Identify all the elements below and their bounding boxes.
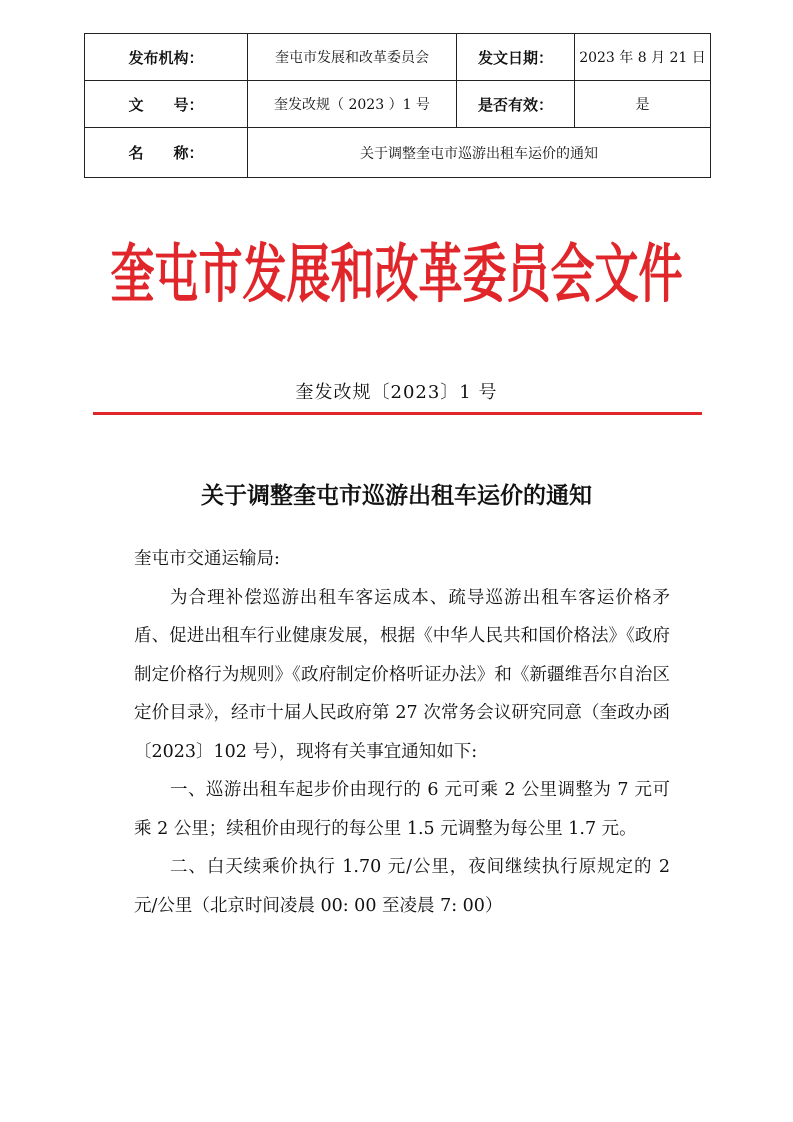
issuer-label: 发布机构：	[85, 34, 248, 81]
red-divider-line	[93, 412, 702, 415]
date-label: 发文日期：	[457, 34, 575, 81]
body-paragraph: 一、巡游出租车起步价由现行的 6 元可乘 2 公里调整为 7 元可乘 2 公里；续租价由现行的每公里 1.5 元调整为每公里 1.7 元。	[134, 780, 670, 839]
notice-title: 关于调整奎屯市巡游出租车运价的通知	[201, 482, 592, 509]
info-row-issuer	[85, 34, 711, 81]
body-paragraph: 二、白天续乘价执行 1.70 元/公里，夜间继续执行原规定的 2 元/公里（北京时间凌晨 00: 00 至凌晨 7: 00）	[134, 857, 670, 916]
info-row-docno	[85, 81, 711, 128]
name-value: 关于调整奎屯市巡游出租车运价的通知	[248, 128, 711, 178]
docno-label: 文 号：	[85, 81, 248, 128]
valid-label: 是否有效：	[457, 81, 575, 128]
info-row-name	[85, 128, 711, 178]
valid-value: 是	[575, 81, 711, 128]
document-number: 奎发改规〔2023〕1 号	[295, 382, 498, 403]
docno-value: 奎发改规（ 2023 ）1 号	[248, 81, 457, 128]
letterhead-title: 奎屯市发展和改革委员会文件	[110, 237, 683, 312]
name-label: 名 称：	[85, 128, 248, 178]
issuer-value: 奎屯市发展和改革委员会	[248, 34, 457, 81]
notice-body	[134, 540, 670, 925]
addressee: 奎屯市交通运输局:	[134, 549, 280, 569]
date-value: 2023 年 8 月 21 日	[575, 34, 711, 81]
document-info-table	[84, 33, 711, 178]
body-paragraph: 为合理补偿巡游出租车客运成本、疏导巡游出租车客运价格矛盾、促进出租车行业健康发展，根据《中华人民共和国价格法》《政府制定价格行为规则》《政府制定价格听证办法》和《新疆维吾尔自治区定价目录》，经市十届人民政府第 27 次常务会议研究同意（奎政办函〔2023〕102 号），现将有关事宜通知如下:	[134, 587, 670, 762]
